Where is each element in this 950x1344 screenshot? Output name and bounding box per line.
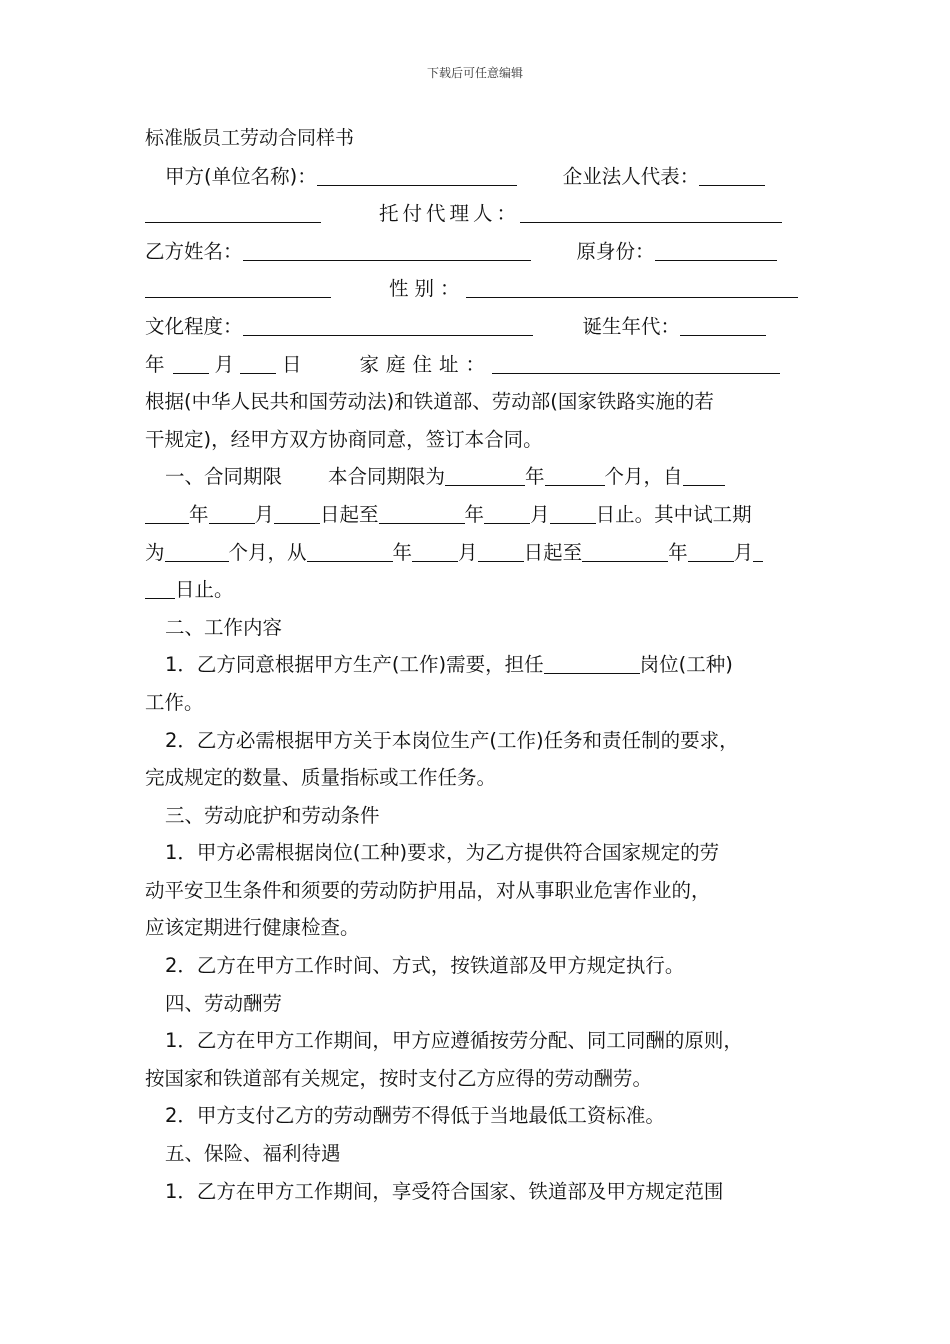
post-field[interactable] (544, 651, 640, 674)
agent-line (145, 195, 807, 233)
birth-year-field[interactable] (680, 313, 766, 336)
end-day-field[interactable] (550, 501, 596, 524)
s2-p1-line-1 (145, 646, 807, 684)
s2-p2-line-1: 2．乙方必需根据甲方关于本岗位生产(工作)任务和责任制的要求， (165, 728, 739, 752)
month-label: 月 (458, 540, 478, 564)
months-from-label: 个月，从 (228, 540, 307, 564)
party-b-line (145, 233, 807, 271)
wei-label: 为 (145, 540, 165, 564)
trial-months-field[interactable] (165, 539, 229, 562)
contract-document (145, 120, 807, 1210)
start-year-field[interactable] (683, 463, 725, 486)
term-line-1 (145, 458, 807, 496)
trial-end-day-field[interactable] (753, 539, 763, 562)
trial-start-year-field[interactable] (307, 539, 393, 562)
from-label: 日起至 (523, 540, 583, 564)
year-label: 年 (668, 540, 688, 564)
section-5-heading: 五、保险、福利待遇 (165, 1142, 341, 1166)
original-id-field-cont[interactable] (145, 275, 331, 298)
year-label: 年 (392, 540, 413, 564)
address-field[interactable] (492, 351, 780, 374)
address-label: 家庭住址： (359, 352, 493, 376)
original-id-field[interactable] (655, 238, 777, 261)
s2-p2-line-2: 完成规定的数量、质量指标或工作任务。 (145, 766, 497, 790)
end-label: 日止。 (175, 578, 234, 602)
party-a-label: 甲方(单位名称)： (165, 164, 317, 188)
party-b-name-field[interactable] (243, 238, 531, 261)
party-a-field[interactable] (317, 163, 517, 186)
end-month-field[interactable] (484, 501, 530, 524)
term-line-2 (145, 496, 807, 534)
gender-line (145, 270, 807, 308)
section-2-heading: 二、工作内容 (165, 615, 283, 639)
s4-p1-line-1: 1．乙方在甲方工作期间，甲方应遵循按劳分配、同工同酬的原则， (165, 1029, 743, 1053)
start-day-field[interactable] (274, 501, 320, 524)
s3-p1-line-1: 1．甲方必需根据岗位(工种)要求，为乙方提供符合国家规定的劳 (165, 841, 720, 865)
trial-end-year-field[interactable] (582, 539, 668, 562)
months-from-label: 个月，自 (604, 465, 683, 489)
s2-p1-line-2: 工作。 (145, 690, 204, 714)
gender-label: 性别： (389, 277, 466, 301)
birth-month-field[interactable] (173, 351, 209, 374)
term-months-field[interactable] (545, 463, 605, 486)
term-line-3 (145, 534, 807, 572)
day-label: 日 (282, 352, 302, 376)
party-a-line (145, 158, 807, 196)
s5-p1-line-1: 1．乙方在甲方工作期间，享受符合国家、铁道部及甲方规定范围 (165, 1179, 724, 1203)
post-label: 岗位(工种) (639, 653, 733, 677)
s3-p2: 2．乙方在甲方工作时间、方式，按铁道部及甲方规定执行。 (165, 954, 685, 978)
education-label: 文化程度： (145, 314, 243, 338)
birth-address-line (145, 346, 807, 384)
s4-p1-line-2: 按国家和铁道部有关规定，按时支付乙方应得的劳动酬劳。 (145, 1066, 653, 1090)
trial-start-month-field[interactable] (412, 539, 458, 562)
s4-p2: 2．甲方支付乙方的劳动酬劳不得低于当地最低工资标准。 (165, 1104, 665, 1128)
s2-p1-text: 1．乙方同意根据甲方生产(工作)需要，担任 (165, 653, 544, 677)
end-year-field[interactable] (379, 501, 465, 524)
s3-p1-line-2: 动平安卫生条件和须要的劳动防护用品，对从事职业危害作业的， (145, 878, 711, 902)
start-month-field[interactable] (209, 501, 255, 524)
gender-field[interactable] (466, 275, 798, 298)
legal-rep-field-cont[interactable] (145, 200, 321, 223)
birth-day-field[interactable] (240, 351, 276, 374)
year-label: 年 (464, 502, 485, 526)
term-line-4 (145, 571, 807, 609)
month-label: 月 (254, 502, 275, 526)
education-line (145, 308, 807, 346)
month-label: 月 (530, 502, 550, 526)
agent-label: 托付代理人： (379, 202, 521, 226)
intro-line-2: 干规定)，经甲方双方协商同意，签订本合同。 (145, 427, 543, 451)
page-header: 下载后可任意编辑 (426, 66, 523, 80)
legal-rep-label: 企业法人代表： (562, 164, 700, 188)
document-title: 标准版员工劳动合同样书 (145, 127, 355, 149)
party-b-name-label: 乙方姓名： (145, 239, 243, 263)
term-years-field[interactable] (445, 463, 525, 486)
section-1-heading: 一、合同期限 (165, 465, 283, 489)
month-label: 月 (214, 352, 235, 376)
original-id-label: 原身份： (576, 239, 655, 263)
start-year-field-cont[interactable] (145, 501, 189, 524)
education-field[interactable] (243, 313, 533, 336)
term-text: 本合同期限为 (328, 465, 446, 489)
agent-field[interactable] (520, 200, 782, 223)
trial-end-day-field-cont[interactable] (145, 576, 175, 599)
s3-p1-line-3: 应该定期进行健康检查。 (145, 916, 360, 940)
intro-line-1: 根据(中华人民共和国劳动法)和铁道部、劳动部(国家铁路实施的若 (145, 390, 714, 414)
from-label: 日起至 (320, 502, 379, 526)
year-label: 年 (145, 352, 165, 376)
legal-rep-field[interactable] (699, 163, 765, 186)
year-label: 年 (189, 502, 209, 526)
trial-end-month-field[interactable] (688, 539, 734, 562)
birth-date-label: 诞生年代： (582, 314, 681, 338)
month-label: 月 (733, 540, 754, 564)
section-3-heading: 三、劳动庇护和劳动条件 (165, 803, 380, 827)
trial-label: 日止。其中试工期 (595, 502, 752, 526)
section-4-heading: 四、劳动酬劳 (165, 991, 283, 1015)
trial-start-day-field[interactable] (478, 539, 524, 562)
year-label: 年 (525, 465, 545, 489)
